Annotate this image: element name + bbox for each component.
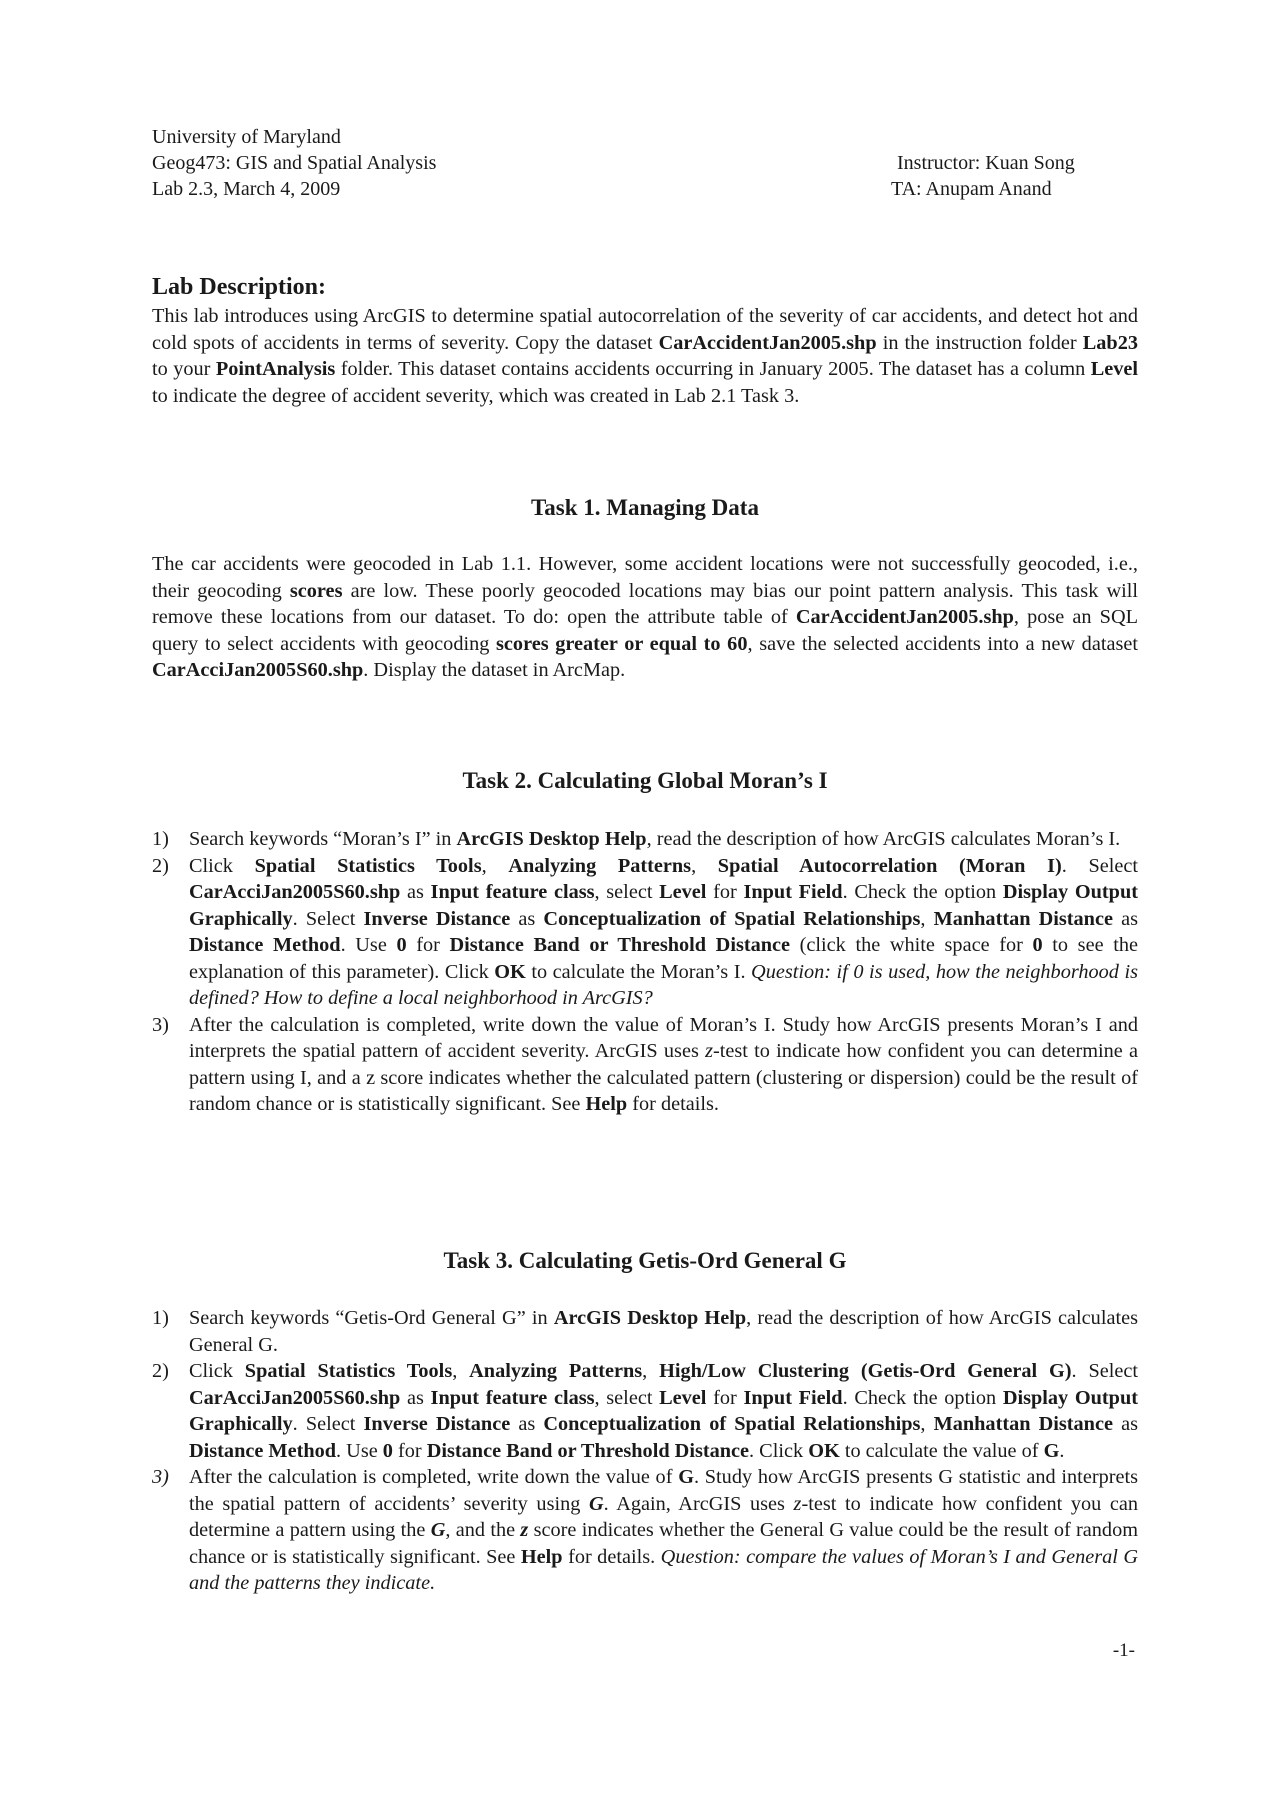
- text-run: , save the selected accidents into a new dataset: [747, 632, 1138, 655]
- header-university: University of Maryland: [152, 126, 341, 148]
- text-run: . Select: [1071, 1360, 1138, 1382]
- bold-italic-term: z: [520, 1519, 529, 1541]
- text-run: , pose an SQL query to select accidents with geocoding: [152, 606, 1138, 655]
- bold-term: Analyzing Patterns: [469, 1360, 643, 1382]
- text-run: ,: [642, 1360, 660, 1382]
- bold-term: Inverse Distance: [363, 907, 511, 930]
- text-run: ,: [452, 1360, 470, 1382]
- bold-term: Input feature class: [430, 881, 595, 903]
- text-run: , select: [594, 881, 660, 903]
- bold-term: G: [1043, 1439, 1060, 1462]
- dataset-name: CarAcciJan2005S60.shp: [152, 659, 364, 681]
- text-run: folder. This dataset contains accidents occurring in January 2005. The dataset has a column: [335, 358, 1091, 380]
- text-run: for details.: [562, 1545, 661, 1568]
- text-run: to your: [152, 358, 216, 380]
- task2-step-3: [152, 1012, 1138, 1118]
- bold-term: Level: [659, 1386, 707, 1409]
- text-run: , select: [594, 1386, 660, 1409]
- text-run: , read the description of how ArcGIS calculates General G.: [189, 1307, 1138, 1356]
- text-run: as: [1112, 1413, 1138, 1435]
- text-run: ,: [920, 1413, 934, 1435]
- dataset-name: CarAcciJan2005S60.shp: [189, 881, 401, 903]
- text-run: . Select: [1061, 854, 1139, 877]
- bold-term: Inverse Distance: [363, 1413, 511, 1435]
- bold-term: G: [678, 1466, 694, 1488]
- bold-term: Help: [585, 1093, 628, 1115]
- text-run: . Use: [336, 1439, 383, 1462]
- folder-name: Lab23: [1082, 331, 1138, 354]
- text-run: as: [1112, 907, 1138, 930]
- bold-term: Spatial Statistics Tools: [244, 1360, 453, 1382]
- italic-term: z: [705, 1040, 713, 1062]
- text-run: . Click: [749, 1439, 809, 1462]
- dataset-name: CarAccidentJan2005.shp: [795, 606, 1014, 628]
- bold-term: scores greater or equal to 60: [496, 632, 748, 655]
- text-run: . Select: [292, 1413, 364, 1435]
- text-run: to calculate the Moran’s I.: [525, 960, 752, 983]
- bold-term: Spatial Statistics Tools: [254, 854, 482, 877]
- header-lab-date: Lab 2.3, March 4, 2009: [152, 178, 341, 200]
- text-run: Search keywords “Getis-Ord General G” in: [189, 1307, 554, 1329]
- lab-description-paragraph: [152, 303, 1138, 409]
- bold-term: Analyzing Patterns: [508, 854, 692, 877]
- task3-title: Task 3. Calculating Getis-Ord General G: [443, 1248, 847, 1273]
- text-run: , and the: [445, 1519, 521, 1541]
- text-run: as: [510, 907, 544, 930]
- bold-term: Input Field: [743, 881, 843, 903]
- step-number: 2): [152, 1360, 169, 1382]
- text-run: for: [706, 881, 744, 903]
- bold-term: Input feature class: [430, 1386, 595, 1409]
- italic-term: z: [793, 1492, 802, 1515]
- folder-name: PointAnalysis: [215, 358, 336, 380]
- step-number: 2): [152, 854, 169, 877]
- step-number: 3): [152, 1013, 169, 1036]
- task3-step-1: [152, 1305, 1138, 1358]
- text-run: (click the white space for: [790, 934, 1033, 956]
- bold-term: Conceptualization of Spatial Relationships: [543, 1413, 921, 1435]
- text-run: as: [510, 1413, 544, 1435]
- text-run: as: [400, 1386, 431, 1409]
- bold-term: OK: [494, 960, 526, 983]
- header-ta: TA: Anupam Anand: [891, 178, 1052, 200]
- text-run: . Select: [292, 907, 364, 930]
- header-instructor: Instructor: Kuan Song: [897, 152, 1075, 174]
- text-run: . Again, ArcGIS uses: [603, 1492, 794, 1515]
- text-run: .: [1059, 1439, 1065, 1462]
- question-text: Question: compare the values of Moran’s I and General G and the patterns they indicate.: [189, 1545, 1138, 1594]
- bold-term: Manhattan Distance: [933, 907, 1113, 930]
- bold-term: Help: [520, 1545, 563, 1568]
- text-run: . Check the option: [842, 1386, 1003, 1409]
- text-run: for: [406, 934, 450, 956]
- step-number: 3): [152, 1466, 169, 1488]
- text-run: The car accidents were geocoded in Lab 1.1. However, some accident locations were not successfully geocoded, i.e., their geocoding: [152, 553, 1138, 602]
- bold-italic-term: G: [588, 1492, 604, 1515]
- bold-term: scores: [289, 579, 343, 602]
- text-run: Search keywords “Moran’s I” in: [189, 828, 457, 850]
- bold-term: Conceptualization of Spatial Relationships: [543, 907, 921, 930]
- text-run: ,: [481, 854, 509, 877]
- text-run: -test to indicate how confident you can determine a pattern using the: [189, 1492, 1139, 1541]
- text-run: This lab introduces using ArcGIS to determine spatial autocorrelation of the severity of car accidents, and detect hot and cold spots of accidents in terms of severity. Copy the dataset: [152, 305, 1138, 354]
- bold-term: High/Low Clustering (Getis-Ord General G): [659, 1360, 1072, 1382]
- text-run: in the instruction folder: [876, 331, 1083, 354]
- question-text: Question: if 0 is used, how the neighborhood is defined? How to define a local neighborhood in ArcGIS?: [189, 960, 1138, 1009]
- step-number: 1): [152, 828, 169, 850]
- task3-step-3: [152, 1464, 1138, 1597]
- bold-italic-term: G: [430, 1519, 446, 1541]
- lab-description-title-text: Lab Description: [152, 274, 319, 300]
- bold-term: Distance Method: [189, 1439, 337, 1462]
- text-run: -test to indicate how confident you can determine a pattern using I, and a z score indicates whether the calculated pattern (clustering or dispersion) could be the result of random chance or is statistically significant. See: [189, 1040, 1138, 1115]
- text-run: After the calculation is completed, write down the value of: [189, 1466, 679, 1488]
- header-course: Geog473: GIS and Spatial Analysis: [152, 152, 437, 174]
- bold-term: Display Output Graphically: [189, 1386, 1138, 1435]
- task1-paragraph: [152, 551, 1138, 684]
- text-run: as: [400, 881, 431, 903]
- text-run: Click: [189, 854, 255, 877]
- bold-term: Distance Method: [189, 934, 341, 956]
- bold-term: 0: [396, 934, 407, 956]
- column-name: Level: [1090, 358, 1138, 380]
- text-run: . Check the option: [842, 881, 1003, 903]
- bold-term: Distance Band or Threshold Distance: [426, 1439, 750, 1462]
- text-run: , read the description of how ArcGIS calculates Moran’s I.: [646, 828, 1121, 850]
- bold-term: 0: [1032, 934, 1043, 956]
- text-run: are low. These poorly geocoded locations may bias our point pattern analysis. This task will remove these locations from our dataset. To do: open the attribute table of: [152, 579, 1139, 628]
- lab-description-title: [152, 272, 326, 302]
- text-run: to indicate the degree of accident severity, which was created in Lab 2.1 Task 3.: [152, 384, 800, 407]
- bold-term: OK: [808, 1439, 840, 1462]
- text-run: to calculate the value of: [839, 1439, 1044, 1462]
- text-run: score indicates whether the General G value could be the result of random chance or is statistically significant. See: [189, 1519, 1138, 1568]
- page-number: -1-: [1112, 1640, 1135, 1661]
- task3-steps: [152, 1305, 1138, 1597]
- text-run: for: [392, 1439, 427, 1462]
- dataset-name: CarAcciJan2005S60.shp: [189, 1386, 401, 1409]
- text-run: for: [706, 1386, 744, 1409]
- text-run: for details.: [627, 1093, 720, 1115]
- text-run: ,: [691, 854, 718, 877]
- step-number: 1): [152, 1307, 169, 1329]
- bold-term: Spatial Autocorrelation (Moran I): [717, 854, 1062, 877]
- bold-term: ArcGIS Desktop Help: [553, 1307, 747, 1329]
- text-run: to see the explanation of this parameter). Click: [189, 934, 1138, 983]
- task2-step-1: [152, 826, 1138, 853]
- text-run: . Use: [340, 934, 397, 956]
- task2-step-2: [152, 853, 1138, 1012]
- task2-title: Task 2. Calculating Global Moran’s I: [462, 768, 828, 793]
- task3-step-2: [152, 1358, 1138, 1464]
- lab-description-title-colon: :: [318, 274, 327, 300]
- text-run: . Display the dataset in ArcMap.: [363, 659, 626, 681]
- text-run: Click: [189, 1360, 245, 1382]
- bold-term: Distance Band or Threshold Distance: [449, 934, 791, 956]
- bold-term: ArcGIS Desktop Help: [456, 828, 647, 850]
- bold-term: Input Field: [743, 1386, 843, 1409]
- text-run: . Study how ArcGIS presents G statistic and interprets the spatial pattern of accidents’ severity using: [189, 1466, 1138, 1515]
- text-run: ,: [920, 907, 934, 930]
- bold-term: Display Output Graphically: [189, 881, 1138, 930]
- task2-steps: [152, 826, 1138, 1118]
- bold-term: Manhattan Distance: [933, 1413, 1113, 1435]
- task1-title: Task 1. Managing Data: [531, 495, 759, 520]
- bold-term: Level: [659, 881, 707, 903]
- text-run: After the calculation is completed, write down the value of Moran’s I. Study how ArcGIS presents Moran’s I and interprets the spatial pattern of accident severity. ArcGIS uses: [189, 1013, 1138, 1062]
- dataset-name: CarAccidentJan2005.shp: [658, 331, 877, 354]
- bold-term: 0: [382, 1439, 393, 1462]
